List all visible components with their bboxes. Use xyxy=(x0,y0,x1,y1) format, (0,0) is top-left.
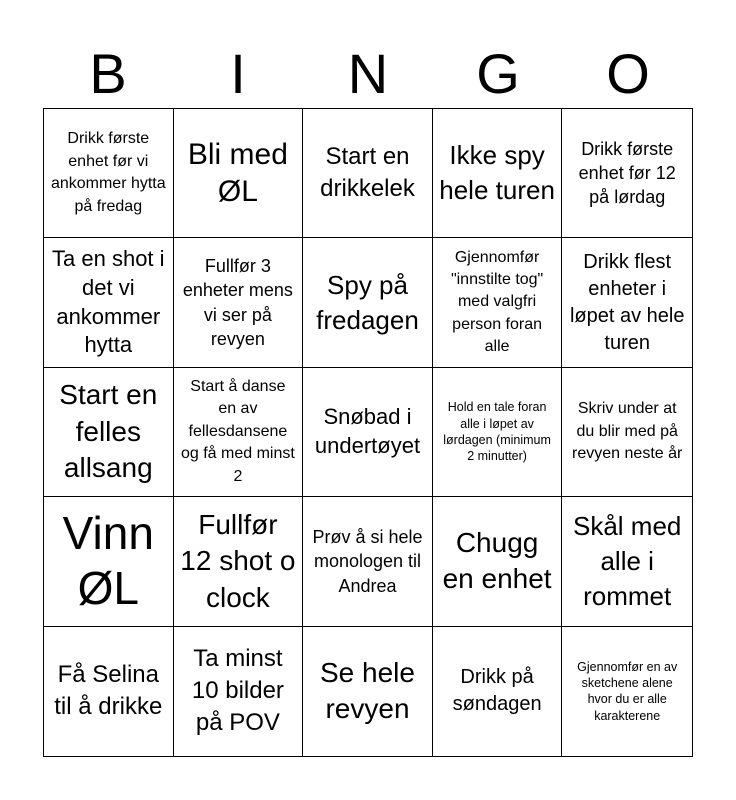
bingo-cell-text: Spy på fredagen xyxy=(316,269,419,335)
bingo-cell[interactable] xyxy=(562,497,692,626)
bingo-cell[interactable] xyxy=(433,238,563,367)
bingo-cell-text: Start en drikkelek xyxy=(320,142,415,203)
bingo-header xyxy=(43,40,693,108)
bingo-cell-text: Vinn ØL xyxy=(62,507,154,615)
bingo-cell-text: Start å danse en av fellesdansene og få med minst 2 xyxy=(180,378,295,485)
bingo-cell-text: Fullfør 12 shot o clock xyxy=(180,508,296,613)
bingo-cell[interactable] xyxy=(562,627,692,756)
bingo-cell-text: Chugg en enhet xyxy=(442,527,552,595)
bingo-cell[interactable] xyxy=(44,368,174,497)
bingo-cell[interactable] xyxy=(303,368,433,497)
bingo-cell[interactable] xyxy=(174,627,304,756)
bingo-cell[interactable] xyxy=(44,627,174,756)
bingo-cell-text: Se hele revyen xyxy=(320,656,415,725)
bingo-cell[interactable] xyxy=(303,238,433,367)
bingo-cell[interactable] xyxy=(303,497,433,626)
bingo-cell[interactable] xyxy=(562,238,692,367)
bingo-cell[interactable] xyxy=(433,497,563,626)
bingo-cell[interactable] xyxy=(303,109,433,238)
bingo-cell-text: Drikk første enhet før 12 på lørdag xyxy=(578,138,676,208)
bingo-cell-text: Ta en shot i det vi ankommer hytta xyxy=(52,246,165,358)
bingo-cell-text: Drikk første enhet før vi ankommer hytta på fredag xyxy=(50,130,166,215)
bingo-cell-text: Gjennomfør en av sketchene alene hvor du er alle karakterene xyxy=(577,659,678,723)
bingo-cell-text: Snøbad i undertøyet xyxy=(314,404,421,458)
bingo-cell-text: Få Selina til å drikke xyxy=(54,660,163,721)
header-letter-n: N xyxy=(347,42,389,105)
bingo-cell-text: Fullfør 3 enheter mens vi ser på revyen xyxy=(182,256,293,349)
bingo-grid xyxy=(43,108,693,757)
bingo-cell[interactable] xyxy=(44,109,174,238)
bingo-cell[interactable] xyxy=(433,627,563,756)
header-letter-b: B xyxy=(89,42,127,105)
bingo-cell[interactable] xyxy=(174,109,304,238)
header-letter-i: I xyxy=(230,42,246,105)
header-letter-o: O xyxy=(606,42,650,105)
bingo-cell-text: Ikke spy hele turen xyxy=(439,140,555,206)
bingo-cell-text: Drikk på søndagen xyxy=(452,666,542,716)
bingo-cell-text: Gjennomfør "innstilte tog" med valgfri person foran alle xyxy=(450,248,544,356)
bingo-cell[interactable] xyxy=(174,497,304,626)
bingo-cell[interactable] xyxy=(562,109,692,238)
bingo-cell[interactable] xyxy=(44,238,174,367)
bingo-cell[interactable] xyxy=(174,238,304,367)
bingo-cell[interactable] xyxy=(174,368,304,497)
bingo-cell[interactable] xyxy=(433,368,563,497)
bingo-cell-text: Bli med ØL xyxy=(187,137,288,209)
bingo-cell[interactable] xyxy=(303,627,433,756)
bingo-cell[interactable] xyxy=(433,109,563,238)
bingo-cell-text: Hold en tale foran alle i løpet av lørdagen (minimum 2 minutter) xyxy=(443,400,551,464)
bingo-cell-text: Ta minst 10 bilder på POV xyxy=(191,644,284,737)
bingo-cell-text: Skål med alle i rommet xyxy=(573,510,682,611)
bingo-cell-text: Start en felles allsang xyxy=(59,379,158,484)
bingo-cell-text: Skriv under at du blir med på revyen neste år xyxy=(572,400,683,463)
bingo-cell-text: Drikk flest enheter i løpet av hele turen xyxy=(569,250,685,354)
bingo-cell[interactable] xyxy=(44,497,174,626)
bingo-cell[interactable] xyxy=(562,368,692,497)
header-letter-g: G xyxy=(476,42,520,105)
bingo-cell-text: Prøv å si hele monologen til Andrea xyxy=(312,526,423,596)
